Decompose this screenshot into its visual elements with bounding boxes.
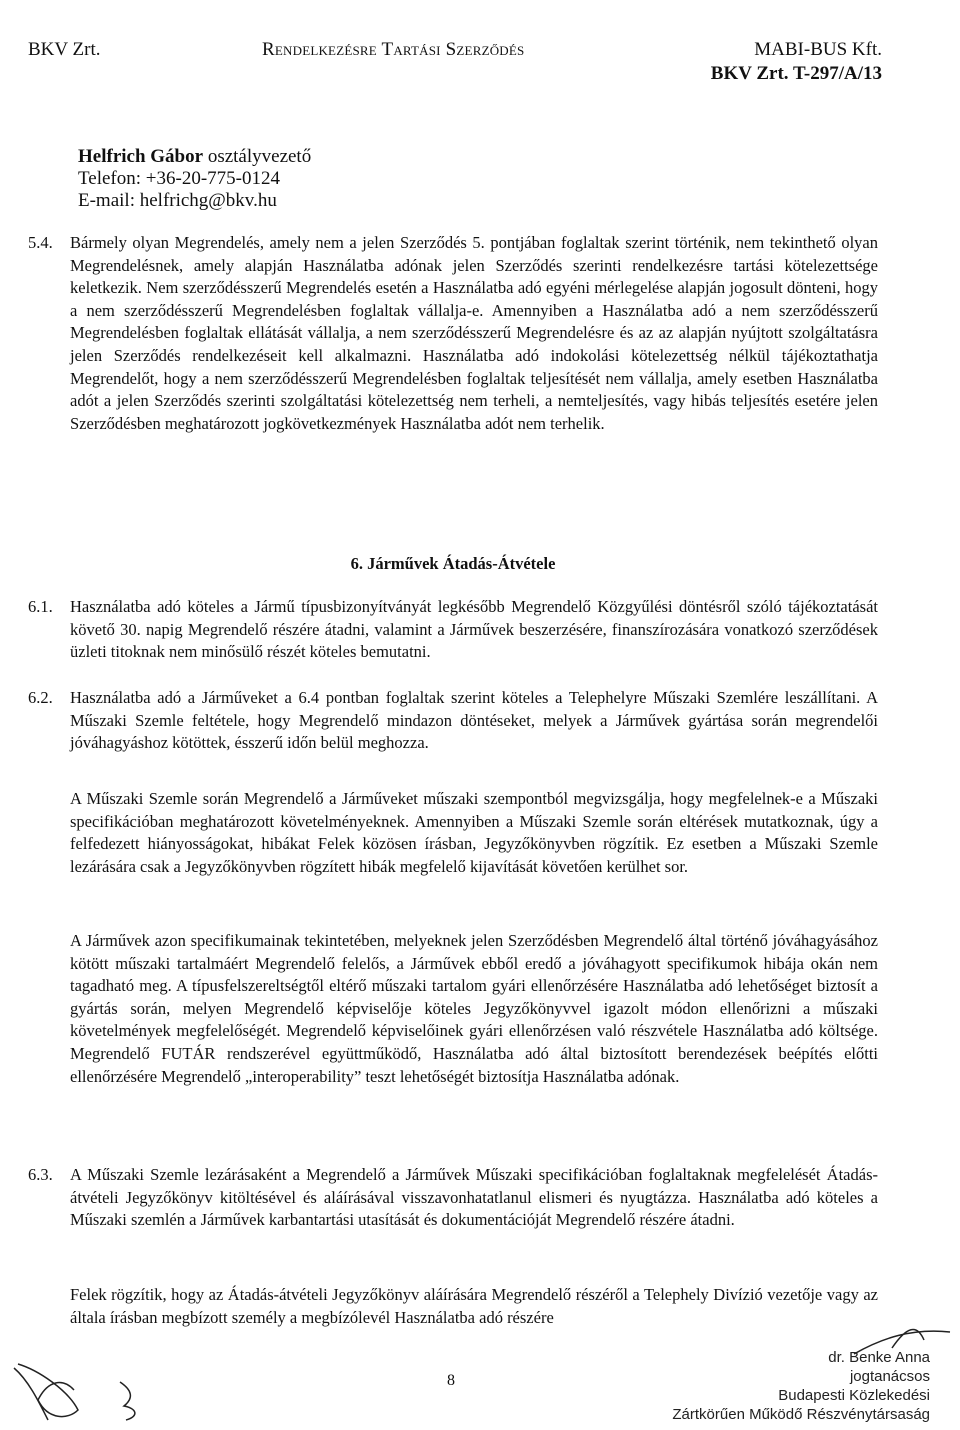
page-number: 8 [447,1372,455,1389]
handwritten-initials-mark [112,1378,152,1424]
stamp-org-line2: Zártkörűen Működő Részvénytársaság [672,1406,930,1423]
paragraph-number: 6.1. [28,597,53,616]
paragraph-6-2 [28,687,878,755]
paragraph-text: Bármely olyan Megrendelés, amely nem a jelen Szerződés 5. pontjában foglaltak szerint történik, nem tekinthető olyan Megrendelésnek, amely alapján Használatba adónak jelen Szerződés szerinti rendelkezésre tartási kötelezettsége keletkezik. Nem szerződésszerű Megrendelés esetén a Használatba adó egyéni mérlegelése alapján jogosult dönteni, hogy a nem szerződésszerű Megrendelésben foglaltak vállalja-e. Amennyiben a Használatba adó a nem szerződésszerű Megrendelésben foglaltak ellátását vállalja, a nem szerződésszerű Megrendelésre és az az alapján nyújtott szolgáltatásra jelen Szerződés rendelkezéseit kell alkalmazni. Használatba adó indokolási kötelezettség nélkül tájékoztathatja Megrendelőt, hogy a nem szerződésszerű Megrendelésben foglaltak teljesítését nem vállalja, amely esetben Használatba adót a jelen Szerződés szerinti szolgáltatási kötelezettség nem terheli, a nemteljesítés, vagy hibás teljesítés esetére jelen Szerződésben meghatározott jogkövetkezmények Használatba adót nem terhelik. [70,233,878,433]
header-right-company: MABI-BUS Kft. [754,39,882,60]
paragraph-6-3 [28,1164,878,1232]
section-6-heading-block [28,553,878,576]
paragraph-text: Használatba adó köteles a Jármű típusbizonyítványát legkésőbb Megrendelő Közgyűlési döntésről szóló tájékoztatását követő 30. napig Megrendelő részére átadni, valamint a Járművek beszerzésére, finanszírozására vonatkozó szerződések üzleti titoknak nem minősülő részét köteles bemutatni. [70,597,878,662]
contact-block [78,146,311,212]
handwritten-initials-left [8,1360,88,1426]
paragraph-number: 6.3. [28,1165,53,1184]
paragraph-number: 5.4. [28,233,53,252]
stamp-title: jogtanácsos [849,1368,930,1385]
section-6-2 [28,687,878,755]
section-heading: 6. Járművek Átadás-Átvétele [350,554,556,573]
section-6-3 [28,1164,878,1232]
section-6-1 [28,596,878,664]
contact-email: E-mail: helfrichg@bkv.hu [78,190,277,211]
header-document-title: Rendelkezésre Tartási Szerződés [262,39,525,60]
paragraph-6-2-inspection: A Műszaki Szemle során Megrendelő a Járműveket műszaki szempontból megvizsgálja, hogy megfelelnek-e a Műszaki specifikációban meghatározott követelményeknek. Amennyiben a Műszaki Szemle során eltérések mutatkoznak, úgy a felfedezett hiányosságokat, hibákat Felek közösen írásban, Jegyzőkönyvben rögzítik. Ez esetben a Műszaki Szemle lezárására csak a Jegyzőkönyvben rögzített hibák megfelelő kijavítását követően kerülhet sor. [70,789,878,876]
contact-role: osztályvezető [203,146,312,167]
section-5-4 [28,232,878,435]
paragraph-text: Használatba adó a Járműveket a 6.4 pontban foglaltak szerint köteles a Telephelyre Műszaki Szemlére leszállítani. A Műszaki Szemle feltétele, hogy Megrendelő mindazon döntéseket, melyek a Járművek gyártása során megrendelői jóváhagyáshoz kötöttek, ésszerű időn belül meghozza. [70,688,878,753]
paragraph-6-1 [28,596,878,664]
header-reference-number: BKV Zrt. T-297/A/13 [710,63,882,84]
header-left-company: BKV Zrt. [28,39,101,60]
official-stamp [672,1348,930,1424]
header-right [711,38,882,86]
stamp-org-line1: Budapesti Közlekedési [778,1387,930,1404]
paragraph-6-2-specifics: A Járművek azon specifikumainak tekintetében, melyeknek jelen Szerződésben Megrendelő által történő jóváhagyásához kötött műszaki tartalmáért Megrendelő felelős, a Járművek ebből eredő a jóváhagyott specifikumok hibája okán nem tagadható meg. A típusfelszereltségtől eltérő műszaki tartalom gyári ellenőrzésére Használatba adó lehetőséget biztosít a gyártás során, melyen Megrendelő képviselője köteles Jegyzőkönyvvel igazolt módon ellenőrizni a műszaki követelmények megfelelőségét. Megrendelő képviselőinek gyári ellenőrzésen való részvétele Használatba adó költsége. Megrendelő FUTÁR rendszerével együttműködő, Használatba adó által biztosított berendezések beépítés előtti ellenőrzésére Megrendelő „interoperability” teszt lehetőségét biztosítja Használatba adónak. [70,931,878,1086]
contact-phone: Telefon: +36-20-775-0124 [78,168,280,189]
paragraph-text: A Műszaki Szemle lezárásaként a Megrendelő a Járművek Műszaki specifikációban foglaltaknak megfelelését Átadás-átvételi Jegyzőkönyv kitöltésével és aláírásával visszavonhatatlanul elismeri és nyugtázza. Használatba adó köteles a Műszaki szemlén a Járművek karbantartási utasítását és dokumentációját Megrendelő részére átadni. [70,1165,878,1230]
stamp-name: dr. Benke Anna [828,1349,930,1366]
contact-name: Helfrich Gábor [78,146,204,167]
paragraph-6-3-protocol: Felek rögzítik, hogy az Átadás-átvételi Jegyzőkönyv aláírására Megrendelő részéről a Telephely Divízió vezetője vagy az általa írásban megbízott személy a megbízólevél Használatba adó részére [70,1285,878,1327]
paragraph-5-4 [28,232,878,435]
paragraph-number: 6.2. [28,688,53,707]
